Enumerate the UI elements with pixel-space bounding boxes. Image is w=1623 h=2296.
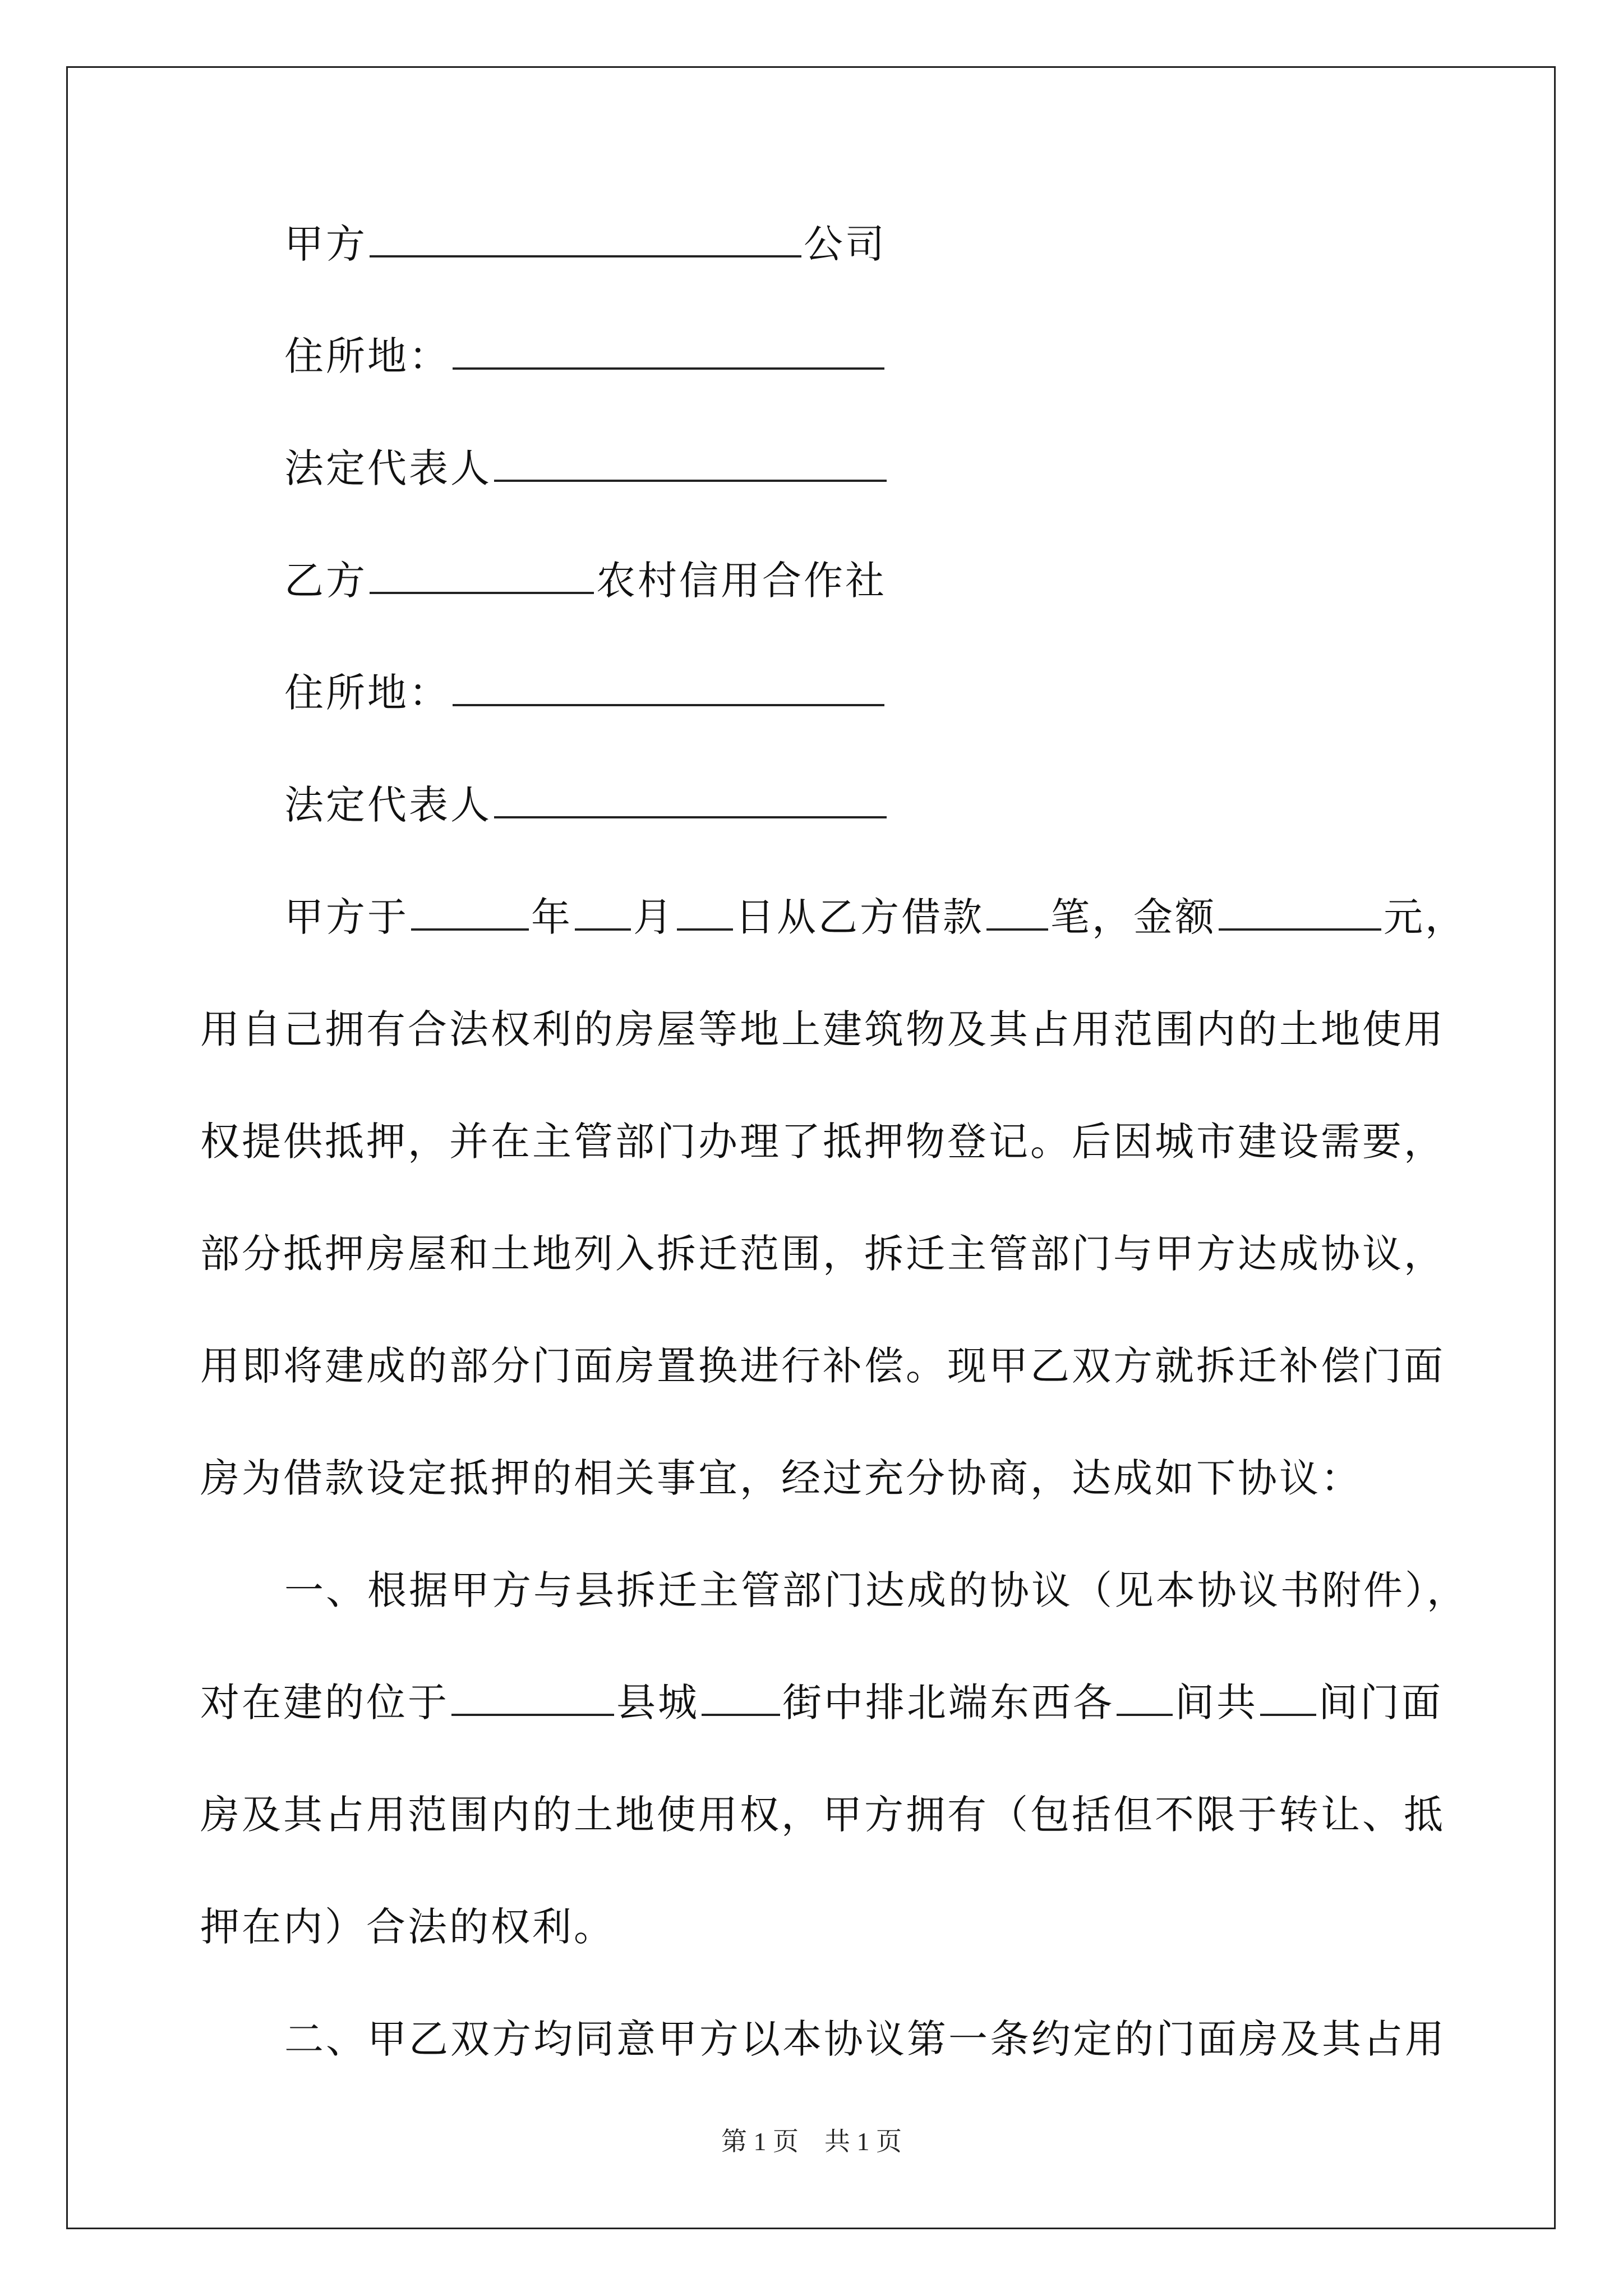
text-segment: 甲方于	[284, 894, 409, 940]
party-b-representative-blank[interactable]	[494, 784, 887, 818]
party-b-address-line	[284, 668, 887, 718]
paragraph-2-line-1: 一、根据甲方与县拆迁主管部门达成的协议（见本协议书附件），	[284, 1567, 1468, 1613]
party-a-address-label: 住所地：	[284, 333, 450, 379]
loan-month-blank[interactable]	[575, 896, 631, 931]
party-a-line	[284, 219, 887, 269]
party-a-representative-label: 法定代表人	[284, 445, 492, 491]
paragraph-1-line-1	[284, 892, 1467, 942]
paragraph-2-line-3: 房及其占用范围内的土地使用权，甲方拥有（包括但不限于转让、抵	[200, 1792, 1445, 1838]
page-footer: 第 1 页 共 1 页	[721, 2127, 902, 2156]
text-segment: 间共	[1175, 1680, 1258, 1726]
party-b-label: 乙方	[284, 558, 367, 604]
party-a-suffix: 公司	[804, 221, 887, 267]
street-blank[interactable]	[702, 1681, 780, 1716]
party-a-representative-line	[284, 443, 889, 494]
party-b-name-blank[interactable]	[370, 559, 594, 594]
loan-day-blank[interactable]	[677, 896, 733, 931]
paragraph-1-line-6: 房为借款设定抵押的相关事宜，经过充分协商，达成如下协议：	[200, 1455, 1362, 1501]
party-b-address-blank[interactable]	[453, 671, 884, 706]
paragraph-1-line-4: 部分抵押房屋和土地列入拆迁范围，拆迁主管部门与甲方达成协议，	[200, 1231, 1445, 1277]
paragraph-1-line-3: 权提供抵押，并在主管部门办理了抵押物登记。后因城市建设需要，	[200, 1119, 1445, 1165]
text-segment: 街中排北端东西各	[782, 1680, 1114, 1726]
paragraph-2-line-4: 押在内）合法的权利。	[200, 1904, 615, 1950]
paragraph-1-line-2: 用自己拥有合法权利的房屋等地上建筑物及其占用范围内的土地使用	[200, 1006, 1445, 1052]
text-segment: 对在建的位于	[200, 1680, 449, 1726]
location-blank[interactable]	[451, 1681, 614, 1716]
loan-year-blank[interactable]	[411, 896, 529, 931]
paragraph-3-line-1: 二、甲乙双方均同意甲方以本协议第一条约定的门面房及其占用	[284, 2016, 1446, 2062]
party-a-label: 甲方	[284, 221, 367, 267]
paragraph-2-line-2	[200, 1677, 1443, 1728]
text-segment: 笔，金额	[1050, 894, 1216, 940]
party-b-line	[284, 555, 887, 606]
text-segment: 县城	[616, 1680, 699, 1726]
rooms-total-blank[interactable]	[1260, 1681, 1316, 1716]
party-a-name-blank[interactable]	[370, 223, 801, 257]
text-segment: 年	[531, 894, 573, 940]
loan-count-blank[interactable]	[986, 896, 1048, 931]
party-b-address-label: 住所地：	[284, 670, 450, 716]
paragraph-1-line-5: 用即将建成的部分门面房置换进行补偿。现甲乙双方就拆迁补偿门面	[200, 1343, 1445, 1389]
loan-amount-blank[interactable]	[1219, 896, 1381, 931]
text-segment: 月	[633, 894, 675, 940]
text-segment: 间门面	[1318, 1680, 1443, 1726]
text-segment: 日从乙方借款	[735, 894, 984, 940]
party-b-representative-line	[284, 780, 889, 830]
text-segment: 元，	[1384, 894, 1467, 940]
party-b-suffix: 农村信用合作社	[596, 558, 887, 604]
rooms-each-blank[interactable]	[1117, 1681, 1173, 1716]
party-a-address-blank[interactable]	[453, 335, 884, 370]
party-a-address-line	[284, 331, 887, 381]
party-a-representative-blank[interactable]	[494, 447, 887, 482]
party-b-representative-label: 法定代表人	[284, 782, 492, 828]
